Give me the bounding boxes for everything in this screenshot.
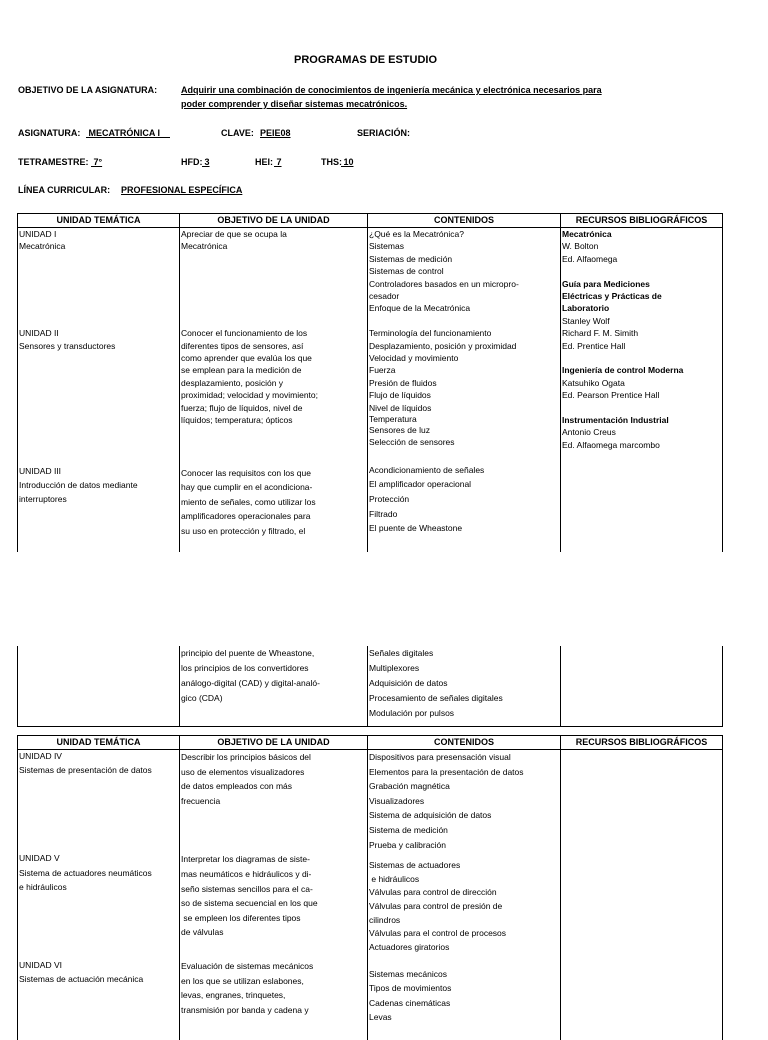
objetivo-line: gico (CDA) xyxy=(181,693,223,703)
contenido-item: Velocidad y movimiento xyxy=(369,353,459,364)
study-program-table-1-continuation xyxy=(17,646,723,727)
contenido-item: Selección de sensores xyxy=(369,437,455,448)
objetivo-line: de válvulas xyxy=(181,927,224,938)
recurso-line: Stanley Wolf xyxy=(562,315,610,326)
contenidos-cell xyxy=(368,228,561,552)
unidad-title: e hidráulicos xyxy=(19,882,67,893)
objetivo-cell xyxy=(180,750,368,1040)
objetivo-line: hay que cumplir en el acondiciona- xyxy=(181,482,313,493)
contenido-item: Multiplexores xyxy=(369,663,420,673)
objetivo-line: uso de elementos visualizadores xyxy=(181,766,305,777)
unidad-title: Sistemas de presentación de datos xyxy=(19,765,152,775)
col-header-contenidos: CONTENIDOS xyxy=(368,214,561,228)
contenido-item: cesador xyxy=(369,291,400,302)
contenido-item: Sistema de adquisición de datos xyxy=(369,810,492,821)
asignatura-label: ASIGNATURA: xyxy=(18,128,81,138)
objetivo-line: Conocer el funcionamiento de los xyxy=(181,328,308,339)
objetivo-line: su uso en protección y filtrado, el xyxy=(181,525,306,536)
contenido-item: Sensores de luz xyxy=(369,425,430,436)
contenido-item: Sistemas xyxy=(369,241,404,252)
objetivo-line: se emplean para la medición de xyxy=(181,365,302,376)
recurso-line: Eléctricas y Prácticas de xyxy=(562,291,662,302)
tetramestre-value: 7° xyxy=(91,157,103,167)
objetivo-line: Interpretar los diagramas de siste- xyxy=(181,854,310,865)
unidad-cell xyxy=(18,750,180,1040)
contenido-item: Visualizadores xyxy=(369,795,425,806)
objetivo-text-line2: poder comprender y diseñar sistemas mecatrónicos. xyxy=(181,99,408,109)
objetivo-line: análogo-digital (CAD) y digital-analó- xyxy=(181,678,320,688)
objetivo-line: amplificadores operacionales para xyxy=(181,511,311,522)
contenido-item: Protección xyxy=(369,494,410,505)
hfd-value: 3 xyxy=(202,157,210,167)
contenido-item: Sistemas de control xyxy=(369,266,444,277)
unidad-title: Mecatrónica xyxy=(19,241,66,252)
contenido-item: Válvulas para control de presión de xyxy=(369,901,503,912)
recurso-line: W. Bolton xyxy=(562,241,599,252)
contenido-item: Sistemas mecánicos xyxy=(369,968,447,979)
objetivo-line: Apreciar de que se ocupa la xyxy=(181,229,287,239)
recurso-line: Ed. Alfaomega marcombo xyxy=(562,439,660,450)
ths-label: THS: xyxy=(321,157,342,167)
objetivo-line: los principios de los convertidores xyxy=(181,663,309,673)
objetivo-line: Conocer las requisitos con los que xyxy=(181,467,311,478)
unidad-title: Introducción de datos mediante xyxy=(19,479,138,490)
objetivo-cell xyxy=(180,646,368,726)
objetivo-line: transmisión por banda y cadena y xyxy=(181,1004,309,1015)
unidad-title: Sistemas de actuación mecánica xyxy=(19,974,144,985)
unidad-cell xyxy=(18,228,180,552)
table-header-row xyxy=(18,214,723,228)
objetivo-line: líquidos; temperatura; ópticos xyxy=(181,415,293,425)
objetivo-line: principio del puente de Wheastone, xyxy=(181,648,315,658)
tetramestre-label: TETRAMESTRE: xyxy=(18,157,89,167)
contenido-item: Sistemas de medición xyxy=(369,253,453,264)
col-header-unidad: UNIDAD TEMÁTICA xyxy=(18,214,180,228)
study-program-table-1 xyxy=(17,213,723,552)
unidad-name: UNIDAD VI xyxy=(19,959,62,970)
objetivo-line: Evaluación de sistemas mecánicos xyxy=(181,960,314,971)
col-header-objetivo: OBJETIVO DE LA UNIDAD xyxy=(180,736,368,750)
study-program-table-2 xyxy=(17,735,723,1040)
linea-label: LÍNEA CURRICULAR: xyxy=(18,185,111,195)
objetivo-line: proximidad; velocidad y movimiento; xyxy=(181,390,319,401)
objetivo-line: desplazamiento, posición y xyxy=(181,377,284,388)
contenido-item: Señales digitales xyxy=(369,648,434,658)
ths-value: 10 xyxy=(341,157,354,167)
contenido-item: Modulación por pulsos xyxy=(369,708,455,718)
recurso-line: Ed. Prentice Hall xyxy=(562,340,626,351)
contenido-item: Levas xyxy=(369,1012,392,1023)
contenido-item: Cadenas cinemáticas xyxy=(369,997,451,1008)
recurso-line: Antonio Creus xyxy=(562,427,616,438)
col-header-recursos: RECURSOS BIBLIOGRÁFICOS xyxy=(561,736,723,750)
objetivo-line: Describir los principios básicos del xyxy=(181,752,311,762)
table-header-row xyxy=(18,736,723,750)
contenido-item: El amplificador operacional xyxy=(369,479,472,490)
col-header-unidad: UNIDAD TEMÁTICA xyxy=(18,736,180,750)
hei-value: 7 xyxy=(274,157,282,167)
contenido-item: Tipos de movimientos xyxy=(369,983,452,994)
contenido-item: Acondicionamiento de señales xyxy=(369,464,485,475)
objetivo-line: so de sistema secuencial en los que xyxy=(181,898,318,909)
contenido-item: Grabación magnética xyxy=(369,781,450,792)
objetivo-line: se empleen los diferentes tipos xyxy=(181,912,301,923)
recurso-line: Guía para Mediciones xyxy=(562,278,650,289)
unidad-title: Sistema de actuadores neumáticos xyxy=(19,867,152,878)
contenido-item: Sistemas de actuadores xyxy=(369,860,461,871)
objetivo-line: miento de señales, como utilizar los xyxy=(181,496,316,507)
objetivo-line: Mecatrónica xyxy=(181,241,228,252)
contenidos-cell xyxy=(368,750,561,1040)
seriacion-label: SERIACIÓN: xyxy=(357,128,411,138)
clave-label: CLAVE: xyxy=(221,128,254,138)
contenidos-cell xyxy=(368,646,561,726)
col-header-contenidos: CONTENIDOS xyxy=(368,736,561,750)
objetivo-line: levas, engranes, trinquetes, xyxy=(181,990,286,1001)
asignatura-value: MECATRÓNICA I xyxy=(86,128,170,138)
contenido-item: Terminología del funcionamiento xyxy=(369,328,492,339)
objetivo-line: mas neumáticos e hidráulicos y di- xyxy=(181,868,312,879)
page-title: PROGRAMAS DE ESTUDIO xyxy=(294,54,438,66)
clave-value: PEIE08 xyxy=(260,128,291,138)
table-row xyxy=(18,646,723,726)
objetivo-cell xyxy=(180,228,368,552)
contenido-item: Controladores basados en un micropro- xyxy=(369,278,519,289)
objetivo-line: de datos empleados con más xyxy=(181,781,293,792)
contenido-item: Desplazamiento, posición y proximidad xyxy=(369,340,517,351)
contenido-item: ¿Qué es la Mecatrónica? xyxy=(369,229,464,239)
contenido-item: El puente de Wheastone xyxy=(369,523,463,534)
table-row xyxy=(18,228,723,552)
unidad-name: UNIDAD II xyxy=(19,328,59,339)
objetivo-line: fuerza; flujo de líquidos, nivel de xyxy=(181,402,303,413)
recurso-line: Ed. Alfaomega xyxy=(562,253,618,264)
objetivo-line: frecuencia xyxy=(181,795,221,806)
contenido-item: Presión de fluidos xyxy=(369,377,437,388)
unidad-name: UNIDAD III xyxy=(19,466,62,477)
contenido-item: Enfoque de la Mecatrónica xyxy=(369,303,471,314)
objetivo-line: diferentes tipos de sensores, así xyxy=(181,340,304,351)
hfd-label: HFD: xyxy=(181,157,203,167)
recurso-line: Laboratorio xyxy=(562,303,610,314)
recursos-cell xyxy=(561,646,723,726)
recurso-line: Ingeniería de control Moderna xyxy=(562,365,684,376)
col-header-objetivo: OBJETIVO DE LA UNIDAD xyxy=(180,214,368,228)
recurso-line: Richard F. M. Simith xyxy=(562,328,639,339)
hei-label: HEI: xyxy=(255,157,273,167)
contenido-item: Procesamiento de señales digitales xyxy=(369,693,503,703)
unidad-name: UNIDAD V xyxy=(19,853,60,863)
objetivo-line: en los que se utilizan eslabones, xyxy=(181,975,304,986)
objetivo-line: seño sistemas sencillos para el ca- xyxy=(181,883,313,894)
contenido-item: Flujo de líquidos xyxy=(369,390,431,401)
contenido-item: Fuerza xyxy=(369,365,396,376)
contenido-item: e hidráulicos xyxy=(369,873,420,884)
contenido-item: Adquisición de datos xyxy=(369,678,448,688)
recurso-line: Instrumentación Industrial xyxy=(562,415,669,426)
linea-value: PROFESIONAL ESPECÍFICA xyxy=(121,185,243,195)
recurso-line: Mecatrónica xyxy=(562,229,612,239)
recurso-line: Ed. Pearson Prentice Hall xyxy=(562,390,660,401)
unidad-name: UNIDAD I xyxy=(19,229,57,239)
contenido-item: Válvulas para control de dirección xyxy=(369,886,497,897)
contenido-item: Dispositivos para presensación visual xyxy=(369,752,511,762)
contenido-item: Sistema de medición xyxy=(369,824,448,835)
objetivo-label: OBJETIVO DE LA ASIGNATURA: xyxy=(18,85,158,95)
contenido-item: cilindros xyxy=(369,914,401,925)
unidad-title: interruptores xyxy=(19,494,67,505)
objetivo-text-line1: Adquirir una combinación de conocimientos de ingeniería mecánica y electrónica necesarios para xyxy=(181,85,602,95)
unidad-name: UNIDAD IV xyxy=(19,751,62,761)
contenido-item: Prueba y calibración xyxy=(369,839,447,850)
unidad-cell xyxy=(18,646,180,726)
recursos-cell xyxy=(561,750,723,1040)
contenido-item: Válvulas para el control de procesos xyxy=(369,927,507,938)
recurso-line: Katsuhiko Ogata xyxy=(562,377,625,388)
contenido-item: Filtrado xyxy=(369,508,398,519)
contenido-item: Elementos para la presentación de datos xyxy=(369,766,524,777)
recursos-cell xyxy=(561,228,723,552)
col-header-recursos: RECURSOS BIBLIOGRÁFICOS xyxy=(561,214,723,228)
contenido-item: Nivel de líquidos xyxy=(369,402,432,413)
unidad-title: Sensores y transductores xyxy=(19,340,116,351)
objetivo-line: como aprender que evalúa los que xyxy=(181,352,312,363)
contenido-item: Temperatura xyxy=(369,414,417,425)
table-row xyxy=(18,750,723,1040)
contenido-item: Actuadores giratorios xyxy=(369,941,450,952)
